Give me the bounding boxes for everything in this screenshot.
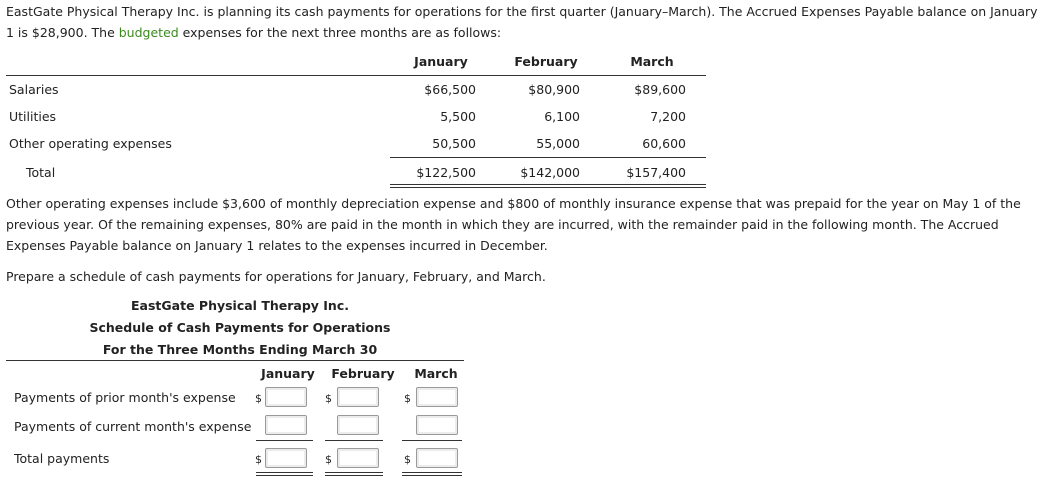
budget-cell: $89,600 <box>634 82 686 97</box>
currency-sign: $ <box>404 453 411 466</box>
prior-march-input[interactable] <box>416 387 458 407</box>
total-january-input[interactable] <box>265 448 307 468</box>
intro-text: EastGate Physical Therapy Inc. is planning its cash payments for operations for the first quarter (January–March). The Accrued Expenses Payable balance on January 1 is $28,900. The <box>6 4 1038 40</box>
current-february-input[interactable] <box>337 415 379 435</box>
currency-sign: $ <box>404 392 411 405</box>
total-rule-march-top <box>402 472 462 473</box>
currency-sign: $ <box>255 392 262 405</box>
budget-cell: $66,500 <box>424 82 476 97</box>
schedule-title-rule <box>6 360 464 361</box>
budget-double-rule-top <box>390 184 706 185</box>
schedule-header-january: January <box>261 366 315 381</box>
currency-sign: $ <box>255 453 262 466</box>
intro-text-end: expenses for the next three months are as follows: <box>178 25 502 40</box>
budget-cell: 7,200 <box>650 109 686 124</box>
budget-total-cell: $157,400 <box>626 165 686 180</box>
schedule-row-label-prior: Payments of prior month's expense <box>14 390 236 405</box>
current-january-input[interactable] <box>265 415 307 435</box>
total-february-input[interactable] <box>337 448 379 468</box>
budget-row-label-other: Other operating expenses <box>9 136 172 151</box>
intro-paragraph <box>6 1 1040 43</box>
budget-cell: 6,100 <box>544 109 580 124</box>
budget-header-march: March <box>630 54 674 69</box>
budget-double-rule-bottom <box>390 187 706 188</box>
budget-cell: 50,500 <box>432 136 476 151</box>
total-rule-january-top <box>256 472 313 473</box>
currency-sign: $ <box>325 453 332 466</box>
subtotal-rule-january <box>256 440 313 441</box>
notes-paragraph: Other operating expenses include $3,600 of monthly depreciation expense and $800 of monthly insurance expense that was prepaid for the year on May 1 of the previous year. Of the remaining expenses, 80% are paid in the month in which they are incurred, with the remainder paid in the following month. The Accrued Expenses Payable balance on January 1 relates to the expenses incurred in December. <box>6 196 1021 253</box>
budget-total-cell: $122,500 <box>416 165 476 180</box>
total-march-input[interactable] <box>416 448 458 468</box>
budgeted-link[interactable]: budgeted <box>118 25 179 40</box>
budget-header-february: February <box>514 54 578 69</box>
total-rule-february-bottom <box>325 475 383 476</box>
budget-row-label-utilities: Utilities <box>9 109 57 124</box>
currency-sign: $ <box>325 392 332 405</box>
budget-total-cell: $142,000 <box>520 165 580 180</box>
budget-cell: 5,500 <box>440 109 476 124</box>
schedule-row-label-current: Payments of current month's expense <box>14 419 252 434</box>
budget-header-january: January <box>414 54 468 69</box>
schedule-row-label-total: Total payments <box>14 451 110 466</box>
budget-subtotal-rule <box>390 157 706 158</box>
schedule-title: Schedule of Cash Payments for Operations <box>89 320 391 335</box>
budget-row-label-total: Total <box>26 165 56 180</box>
total-rule-january-bottom <box>256 475 313 476</box>
subtotal-rule-february <box>325 440 383 441</box>
budget-header-rule <box>6 75 706 76</box>
schedule-header-march: March <box>414 366 458 381</box>
prior-january-input[interactable] <box>265 387 307 407</box>
subtotal-rule-march <box>402 440 462 441</box>
prior-february-input[interactable] <box>337 387 379 407</box>
instruction-text: Prepare a schedule of cash payments for operations for January, February, and March. <box>6 269 546 284</box>
total-rule-march-bottom <box>402 475 462 476</box>
total-rule-february-top <box>325 472 383 473</box>
schedule-company: EastGate Physical Therapy Inc. <box>131 298 349 313</box>
schedule-period: For the Three Months Ending March 30 <box>102 342 378 357</box>
budget-cell: 55,000 <box>536 136 580 151</box>
budget-cell: $80,900 <box>528 82 580 97</box>
budget-row-label-salaries: Salaries <box>9 82 59 97</box>
budget-cell: 60,600 <box>642 136 686 151</box>
current-march-input[interactable] <box>416 415 458 435</box>
schedule-header-february: February <box>331 366 395 381</box>
